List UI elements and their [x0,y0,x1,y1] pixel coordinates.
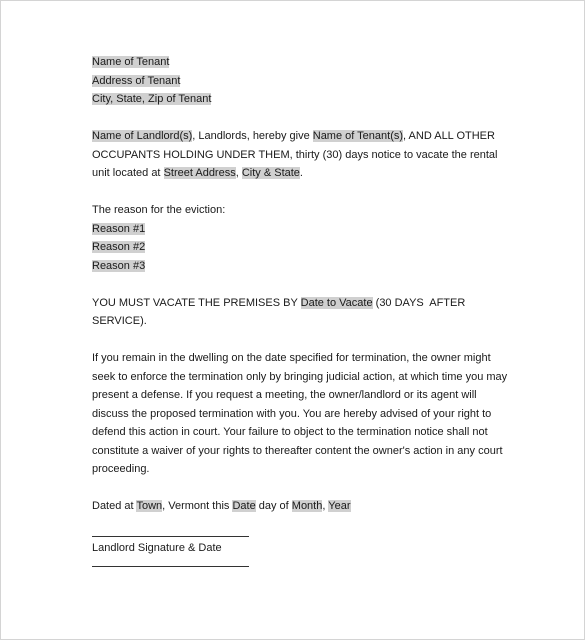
signature-label: Landlord Signature & Date [92,541,222,554]
vacate-text: SERVICE). [92,315,147,327]
dated-text: , Vermont this [162,500,233,512]
signature-line [92,536,249,537]
termination-paragraph [92,349,508,479]
notice-text: , AND ALL OTHER [403,130,495,142]
notice-text: . [299,167,303,179]
vacate-paragraph [92,294,502,331]
reasons-heading: The reason for the eviction: [92,204,226,216]
date-field[interactable]: Date [232,500,256,512]
reason-field-2[interactable]: Reason #2 [92,241,146,253]
termination-line: constitute a waiver of your rights to thereafter content the owner's action in any court [92,444,503,457]
reason-field-3[interactable]: Reason #3 [92,259,146,272]
tenant-address-field[interactable]: Address of Tenant [92,74,181,87]
signature-date-line [92,566,249,567]
termination-line: present a defense. If you request a meeting, the owner/landlord or its agent will [92,389,477,401]
month-field[interactable]: Month [291,500,323,512]
landlord-name-field[interactable]: Name of Landlord(s) [92,130,193,142]
termination-line: discuss the proposed termination with you. You are hereby advised of your right to [92,407,492,420]
termination-line: If you remain in the dwelling on the date specified for termination, the owner might [92,352,491,364]
dated-text: Dated at [92,500,137,512]
city-state-field[interactable]: City & State [241,167,300,179]
tenant-name-field[interactable]: Name of Tenant [92,56,170,68]
notice-paragraph [92,127,502,183]
year-field[interactable]: Year [328,500,351,512]
notice-text: , [235,167,242,179]
tenant-names-field[interactable]: Name of Tenant(s) [312,130,404,142]
town-field[interactable]: Town [136,500,163,512]
dated-text: , [322,500,329,512]
tenant-block [92,53,502,109]
vacate-date-field[interactable]: Date to Vacate [300,296,373,309]
notice-text: OCCUPANTS HOLDING UNDER THEM, thirty (30) days notice to vacate the rental [92,148,498,161]
street-address-field[interactable]: Street Address [163,167,236,179]
dated-text: day of [255,500,292,512]
reason-field-1[interactable]: Reason #1 [92,222,146,235]
dated-line [92,497,502,516]
termination-line: seek to enforce the termination only by bringing judicial action, at which time you may [92,370,508,383]
tenant-city-state-zip-field[interactable]: City, State, Zip of Tenant [92,93,212,105]
termination-line: defend this action in court. Your failure to object to the termination notice shall not [92,426,488,438]
notice-text: unit located at [92,167,164,179]
vacate-text: YOU MUST VACATE THE PREMISES BY [92,296,301,309]
reasons-section [92,201,502,275]
vacate-text: (30 DAYS AFTER [372,296,466,309]
termination-line: proceeding. [92,463,150,475]
notice-text: , Landlords, hereby give [192,130,313,142]
eviction-notice-body [92,53,508,567]
